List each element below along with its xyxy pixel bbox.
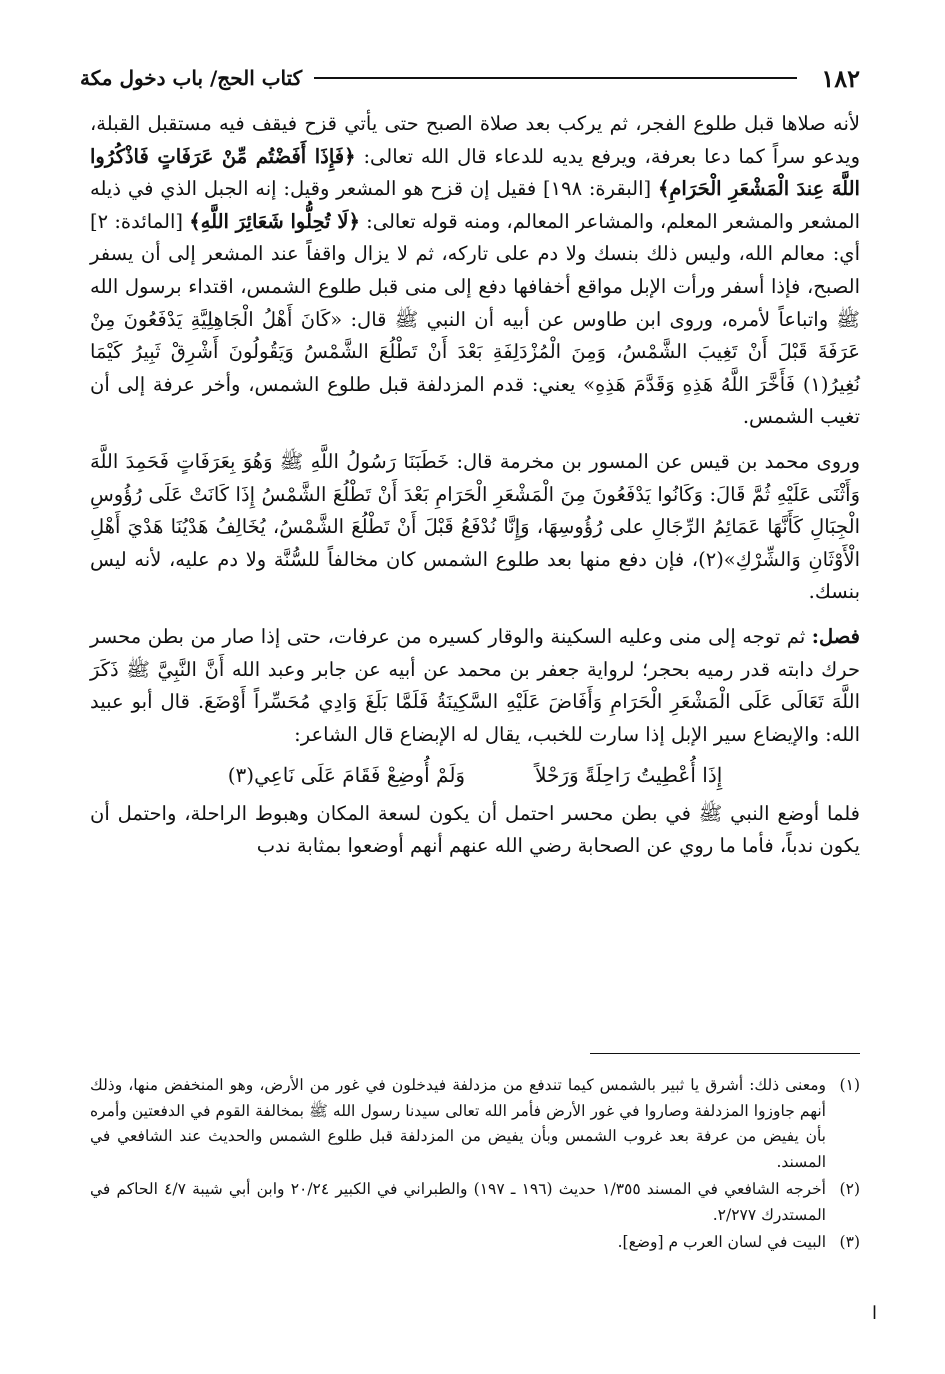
paragraph-text: [المائدة: ٢] أي: معالم الله، وليس ذلك بنسك ولا دم على تاركه، ثم لا يزال واقفاً عند المشعر إلى أن يسفر الصبح، فإذا أسفر ورأت الإبل مواقع أخفافها دفع إلى منى قبل طلوع الشمس، اقتداء برسول الله ﷺ واتباعاً لأمره، وروى ابن طاوس عن أبيه أن النبي ﷺ قال: «كَانَ أَهْلُ الْجَاهِلِيَّةِ يَدْفَعُونَ مِنْ عَرَفَةَ قَبْلَ أَنْ تَغِيبَ الشَّمْسُ، وَمِنَ الْمُزْدَلِفَةِ بَعْدَ أَنْ تَطْلُعَ الشَّمْسُ وَيَقُولُونَ أَشْرِقْ ثَبِيرُ كَيْمَا نُغِيرُ — [90, 209, 860, 396]
verse-second-hemistich — [228, 759, 465, 792]
footnote-text: البيت في لسان العرب م [وضع]. — [617, 1233, 826, 1251]
paragraph-text: لأنه صلاها قبل طلوع الفجر، ثم يركب بعد صلاة الصبح حتى يأتي قزح فيقف فيه مستقبل القبلة، ويدعو سراً كما دعا بعرفة، ويرفع يديه للدعاء قال الله تعالى: — [90, 112, 860, 168]
paragraph — [90, 446, 860, 609]
paragraph-text: وروى محمد بن قيس عن المسور بن مخرمة قال: خَطَبَنَا رَسُولُ اللَّهِ ﷺ وَهُوَ بِعَرَفَاتٍ فَحَمِدَ اللَّهَ وَأَثْنَى عَلَيْهِ ثُمَّ قَالَ: وَكَانُوا يَدْفَعُونَ مِنَ الْمَشْعَرِ الْحَرَامِ بَعْدَ أَنْ تَطْلُعَ الشَّمْسُ إِذَا كَانَتْ عَلَى رُؤُوسِ الْجِبَالِ كَأَنَّهَا عَمَائِمُ الرِّجَالِ على رُؤُوسِهَا، وَإِنَّا نُدْفَعُ قَبْلَ أَنْ تَطْلُعَ الشَّمْسُ، يُخَالِفُ هَدْيُنَا هَدْيَ أَهْلِ الْأَوْثَانِ وَالشِّرْكِ» — [90, 449, 861, 571]
paragraph — [90, 108, 860, 434]
footnote-number: (٣) — [839, 1233, 860, 1251]
footnote-number: (٢) — [839, 1180, 860, 1198]
paragraph-text: [البقرة: ١٩٨] فقيل إن قزح هو المشعر وقيل: إنه الجبل الذي في ذيله المشعر والمشعر المعلم، والمشاعر المعالم، ومنه قوله تعالى: — [90, 177, 861, 233]
footnote — [90, 1230, 860, 1256]
paragraph-text: ثم توجه إلى منى وعليه السكينة والوقار كسيره من عرفات، حتى إذا صار من بطن محسر حرك دابته قدر رميه بحجر؛ لرواية جعفر بن محمد عن أبيه عن جابر وعبد الله أَنَّ النَّبِيَّ ﷺ ذَكَرَ اللَّهَ تَعَالَى عَلَى الْمَشْعَرِ الْحَرَامِ وَأَفَاضَ عَلَيْهِ السَّكِينَةُ فَلَمَّا بَلَغَ وَادِي مُحَسِّراً أَوْضَعَ. قال أبو عبيد الله: والإيضاع سير الإبل إذا سارت للخبب، يقال له الإبضاع قال الشاعر: — [90, 624, 860, 746]
paragraph — [90, 621, 860, 751]
footnotes — [90, 1073, 860, 1258]
footnote — [90, 1177, 860, 1228]
footnote-marker: (٢) — [698, 547, 724, 571]
page-header — [80, 58, 860, 98]
section-label: فصل: — [811, 624, 860, 648]
page-number: ١٨٢ — [821, 63, 860, 93]
verse-second-text: وَلَمْ أُوضِعْ فَقَامَ عَلَى نَاعِي — [254, 763, 466, 788]
corner-mark: ا — [872, 1303, 878, 1324]
paragraph-text: ، فإن دفع منها بعد طلوع الشمس كان مخالفاً للسُّنَّة ولا دم عليه، لأنه ليس بنسك. — [90, 547, 860, 604]
header-rule — [314, 77, 797, 79]
paragraph: فلما أوضع النبي ﷺ في بطن محسر احتمل أن يكون لسعة المكان وهبوط الراحلة، واحتمل أن يكون ندباً، فأما ما روي عن الصحابة رضي الله عنهم أنهم أوضعوا بمثابة ندب — [90, 801, 860, 858]
footnote — [90, 1073, 860, 1175]
quran-quote: ﴿لَا تُحِلُّوا شَعَائِرَ اللَّهِ﴾ — [189, 209, 360, 233]
footnote-number: (١) — [839, 1076, 860, 1094]
poetry-verse — [90, 759, 860, 792]
footnote-separator — [590, 1053, 860, 1054]
footnote-text: ومعنى ذلك: أشرق يا ثبير بالشمس كيما تندفع من مزدلفة فيدخلون في غور من الأرض، وهو المنخفض منها، وذلك أنهم جاوزوا المزدلفة وصاروا في غور الأرض فأمر الله تعالى سيدنا رسول الله ﷺ بمخالفة القوم في الدفعتين وأمره بأن يفيض من عرفة بعد غروب الشمس وبأن يفيض من المزدلفة قبل طلوع الشمس والحديث عند الشافعي في المسند. — [90, 1076, 826, 1171]
verse-first-hemistich: إِذَا أُعْطِيتُ رَاحِلَةً وَرَحْلاً — [535, 763, 723, 788]
paragraph-text: فَأَخَّرَ اللَّهُ هَذِهِ وَقَدَّمَ هَذِهِ» يعني: قدم المزدلفة قبل طلوع الشمس، وأخر عرفة إلى أن تغيب الشمس. — [90, 372, 860, 429]
running-title: كتاب الحج/ باب دخول مكة — [80, 66, 303, 90]
footnote-marker: (١) — [802, 372, 829, 396]
footnote-text: أخرجه الشافعي في المسند ١/٣٥٥ حديث (١٩٦ ـ ١٩٧) والطبراني في الكبير ٢٠/٢٤ وابن أبي شيبة ٤/٧ الحاكم في المستدرك ٢/٢٧٧. — [90, 1180, 826, 1224]
quran-quote: ﴿فَإِذَا أَفَضْتُم مِّنْ عَرَفَاتٍ فَاذْكُرُوا اللَّهَ عِندَ الْمَشْعَرِ الْحَرَامِ﴾ — [90, 144, 860, 201]
main-text — [90, 108, 860, 863]
footnote-marker: (٣) — [227, 763, 255, 788]
